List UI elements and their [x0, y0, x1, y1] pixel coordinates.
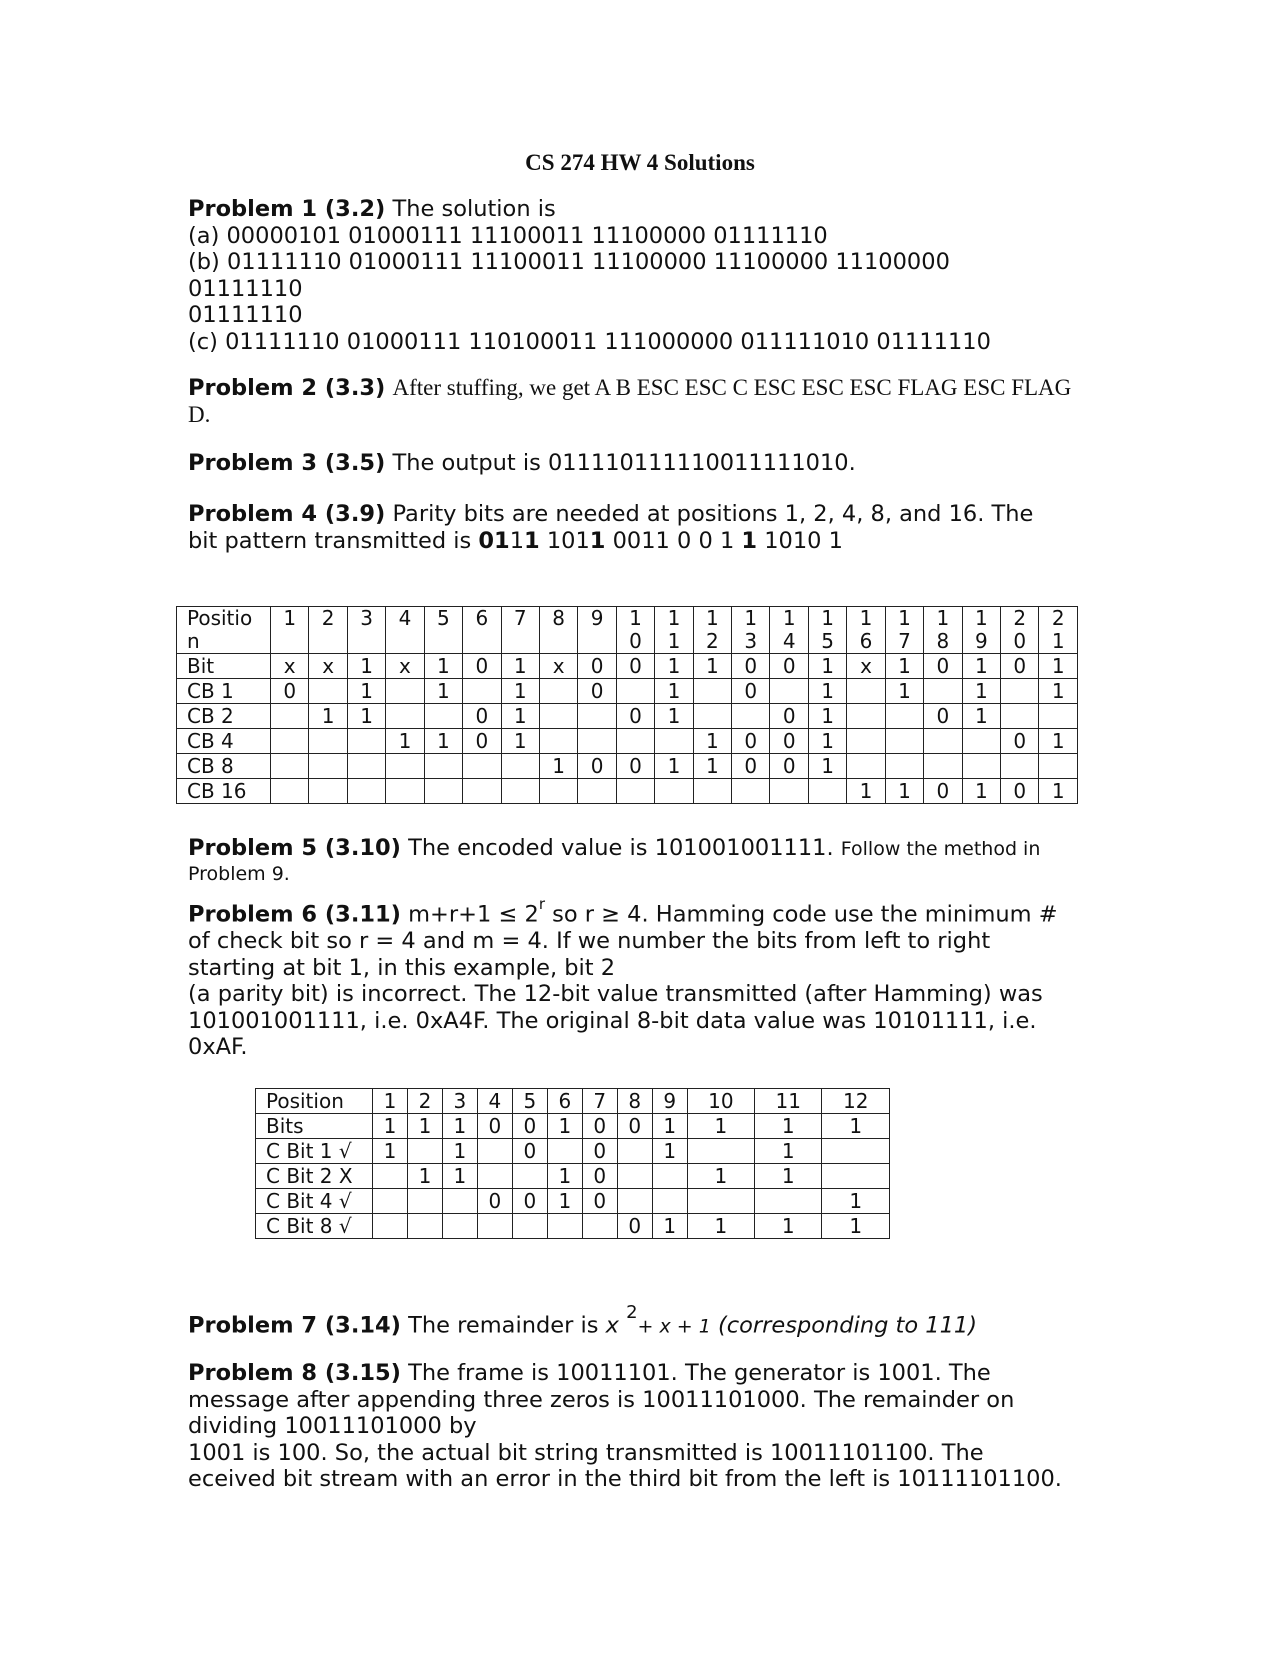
table-cell [885, 729, 923, 754]
table-cell: 1 [655, 704, 693, 729]
table-cell [347, 779, 385, 804]
table-row [177, 754, 1078, 779]
table-cell: 1 [655, 654, 693, 679]
table-cell: 1 [808, 729, 846, 754]
table-cell [347, 754, 385, 779]
table-cell [477, 1164, 512, 1189]
table-cell: 0 [770, 654, 808, 679]
problem-7-heading: Problem 7 (3.14) [188, 1312, 401, 1339]
position-header-cell: 4 [477, 1089, 512, 1114]
table-cell: 1 [755, 1214, 822, 1239]
table-cell [309, 779, 347, 804]
table-cell: 0 [1001, 654, 1039, 679]
table-row [177, 729, 1078, 754]
table-cell: 1 [962, 704, 1000, 729]
problem-4-heading: Problem 4 (3.9) [188, 501, 386, 527]
table-cell [407, 1189, 442, 1214]
table-cell [463, 679, 501, 704]
table-cell [271, 779, 309, 804]
table-cell: 0 [616, 704, 654, 729]
table-cell: 1 [407, 1164, 442, 1189]
position-header-cell: 9 [578, 607, 616, 654]
problem-2-heading: Problem 2 (3.3) [188, 375, 386, 401]
table-cell [386, 704, 424, 729]
problem-2-text-cont: D. [188, 401, 211, 427]
table-cell [347, 729, 385, 754]
problem-5-text: The encoded value is 101001001111. [408, 835, 834, 861]
problem-6-line-4: (a parity bit) is incorrect. The 12-bit value transmitted (after Hamming) was [188, 981, 1043, 1007]
problem-3 [188, 450, 1088, 477]
problem-7-x: x [605, 1312, 619, 1339]
table-cell: 1 [687, 1164, 754, 1189]
position-header-cell: 2 [309, 607, 347, 654]
row-label: CB 1 [177, 679, 271, 704]
row-label: CB 16 [177, 779, 271, 804]
table-cell: 1 [652, 1214, 687, 1239]
table-cell: 0 [617, 1114, 652, 1139]
table-cell: 0 [924, 704, 962, 729]
table-cell [924, 729, 962, 754]
table-cell [547, 1214, 582, 1239]
table-cell [822, 1139, 890, 1164]
position-header-cell: 4 [386, 607, 424, 654]
position-header-cell: 1 [271, 607, 309, 654]
table-cell: 0 [732, 754, 770, 779]
table-cell: 0 [578, 754, 616, 779]
table-cell: 0 [271, 679, 309, 704]
table-cell: 1 [693, 654, 731, 679]
table-cell: 1 [1039, 779, 1078, 804]
table-cell: 1 [885, 679, 923, 704]
table-cell [309, 729, 347, 754]
problem-6-line1-rest: so r ≥ 4. Hamming code use the minimum # [544, 901, 1058, 928]
table-cell: 1 [442, 1164, 477, 1189]
table-header-label: Positio n [177, 607, 271, 654]
table-cell [1001, 754, 1039, 779]
position-header-cell: 7 [501, 607, 539, 654]
table-cell: 1 [407, 1114, 442, 1139]
table-cell [755, 1189, 822, 1214]
table-cell: 0 [770, 729, 808, 754]
table-cell: 1 [501, 704, 539, 729]
table-cell: 1 [822, 1189, 890, 1214]
table-cell [693, 704, 731, 729]
table-cell: 0 [463, 654, 501, 679]
position-header-cell: 6 [463, 607, 501, 654]
table-cell: 0 [924, 654, 962, 679]
table-cell: x [539, 654, 577, 679]
table-cell [424, 779, 462, 804]
table-cell: 1 [962, 679, 1000, 704]
table-cell: x [309, 654, 347, 679]
table-cell [1039, 704, 1078, 729]
table-cell [407, 1214, 442, 1239]
table-cell: 1 [693, 729, 731, 754]
position-header-cell: 1 3 [732, 607, 770, 654]
problem-6-heading: Problem 6 (3.11) [188, 901, 401, 928]
table-cell: 0 [732, 679, 770, 704]
problem-6-line-2: of check bit so r = 4 and m = 4. If we number the bits from left to right [188, 928, 991, 954]
problem-1-line-b3: 01111110 [188, 302, 303, 328]
table-cell [617, 1139, 652, 1164]
table-cell: 0 [617, 1214, 652, 1239]
table-cell: 1 [424, 654, 462, 679]
table-cell: 1 [687, 1214, 754, 1239]
table-row [177, 779, 1078, 804]
table-cell: 0 [770, 704, 808, 729]
row-label: C Bit 4 √ [256, 1189, 373, 1214]
table-cell: 1 [547, 1189, 582, 1214]
position-header-cell: 6 [547, 1089, 582, 1114]
table-cell [386, 779, 424, 804]
table-cell [732, 704, 770, 729]
table-row [256, 1164, 890, 1189]
table-cell [271, 754, 309, 779]
table-cell [424, 754, 462, 779]
position-header-cell: 3 [442, 1089, 477, 1114]
table-cell [655, 729, 693, 754]
table-cell [373, 1189, 408, 1214]
table-cell [373, 1164, 408, 1189]
position-header-cell: 9 [652, 1089, 687, 1114]
table-cell [463, 754, 501, 779]
problem-5-note-cont: Problem 9. [188, 862, 290, 885]
table-cell [477, 1214, 512, 1239]
problem-1-line-b2: 01111110 [188, 275, 303, 302]
table-cell [847, 679, 885, 704]
table-row [256, 1214, 890, 1239]
table-cell: 0 [732, 729, 770, 754]
table-cell [924, 679, 962, 704]
table-cell [847, 704, 885, 729]
table-cell: 0 [924, 779, 962, 804]
table-cell: 1 [808, 679, 846, 704]
table-cell [616, 679, 654, 704]
table-cell [924, 754, 962, 779]
table-header-row [256, 1089, 890, 1114]
row-label: C Bit 2 X [256, 1164, 373, 1189]
position-header-cell: 5 [512, 1089, 547, 1114]
table-cell: 1 [755, 1139, 822, 1164]
position-header-cell: 1 7 [885, 607, 923, 654]
table-cell: 0 [578, 654, 616, 679]
table-cell: 1 [962, 654, 1000, 679]
table-cell: 0 [1001, 729, 1039, 754]
problem-7-text: The remainder is [408, 1312, 606, 1339]
table-cell [578, 779, 616, 804]
table-cell [309, 754, 347, 779]
hamming-check-table [255, 1088, 890, 1239]
table-cell: 1 [755, 1114, 822, 1139]
problem-8-line-2: message after appending three zeros is 10011101000. The remainder on [188, 1386, 1015, 1413]
table-cell [652, 1189, 687, 1214]
table-cell: 1 [655, 679, 693, 704]
problem-6-line-6: 0xAF. [188, 1034, 248, 1060]
table-cell: 0 [463, 729, 501, 754]
table-cell: 1 [822, 1214, 890, 1239]
table-cell: 1 [442, 1139, 477, 1164]
table-cell: 0 [463, 704, 501, 729]
table-cell [962, 729, 1000, 754]
table-cell [962, 754, 1000, 779]
table-cell: 0 [616, 754, 654, 779]
table-cell: x [386, 654, 424, 679]
problem-3-heading: Problem 3 (3.5) [188, 450, 386, 476]
row-label: C Bit 1 √ [256, 1139, 373, 1164]
problem-1-line-c: (c) 01111110 01000111 110100011 111000000 011111010 01111110 [188, 328, 991, 355]
position-header-cell: 1 5 [808, 607, 846, 654]
table-cell: x [271, 654, 309, 679]
position-header-cell: 10 [687, 1089, 754, 1114]
table-cell: 0 [582, 1139, 617, 1164]
table-cell [847, 729, 885, 754]
row-label: Bits [256, 1114, 373, 1139]
table-cell [617, 1164, 652, 1189]
row-label: CB 4 [177, 729, 271, 754]
table-cell: 0 [1001, 779, 1039, 804]
problem-7-exponent: 2 [626, 1302, 638, 1323]
table-cell [386, 754, 424, 779]
parity-table [176, 606, 1078, 804]
table-cell: 1 [885, 779, 923, 804]
table-cell: 1 [501, 654, 539, 679]
problem-6-line-3: starting at bit 1, in this example, bit 2 [188, 954, 616, 981]
table-cell [616, 779, 654, 804]
position-header-cell: 2 [407, 1089, 442, 1114]
table-cell [442, 1189, 477, 1214]
table-cell: 0 [512, 1139, 547, 1164]
table-cell [539, 704, 577, 729]
position-header-cell: 11 [755, 1089, 822, 1114]
position-header-cell: 8 [617, 1089, 652, 1114]
table-cell: 1 [652, 1114, 687, 1139]
table-cell: 0 [616, 654, 654, 679]
position-header-cell: 2 1 [1039, 607, 1078, 654]
position-header-cell: 3 [347, 607, 385, 654]
problem-2 [188, 375, 1088, 428]
position-header-cell: 8 [539, 607, 577, 654]
table-cell: 0 [770, 754, 808, 779]
problem-1-line-b: (b) 01111110 01000111 11100011 11100000 11100000 11100000 [188, 249, 950, 275]
table-cell: 1 [693, 754, 731, 779]
problem-6-line-5: 101001001111, i.e. 0xA4F. The original 8-bit data value was 10101111, i.e. [188, 1007, 1037, 1034]
problem-6-exponent: r [538, 895, 545, 913]
table-row [177, 679, 1078, 704]
table-cell: 0 [512, 1189, 547, 1214]
table-cell: 0 [477, 1189, 512, 1214]
problem-2-text: After stuffing, we get A B ESC ESC C ESC ESC ESC FLAG ESC FLAG [392, 375, 1072, 400]
position-header-cell: 12 [822, 1089, 890, 1114]
problem-4 [188, 501, 1088, 554]
row-label: Bit [177, 654, 271, 679]
problem-8-line-4: 1001 is 100. So, the actual bit string transmitted is 10011101100. The [188, 1439, 984, 1466]
table-cell [578, 704, 616, 729]
problem-7-poly-rest: + x + 1 [637, 1315, 711, 1338]
table-cell [885, 704, 923, 729]
table-row [256, 1139, 890, 1164]
table-cell: 1 [847, 779, 885, 804]
table-cell [539, 779, 577, 804]
table-cell [617, 1189, 652, 1214]
row-label: Position [256, 1089, 373, 1114]
table-cell: 1 [822, 1114, 890, 1139]
table-cell [501, 754, 539, 779]
table-cell [655, 779, 693, 804]
page-title: CS 274 HW 4 Solutions [525, 150, 755, 175]
row-label: C Bit 8 √ [256, 1214, 373, 1239]
table-row [177, 704, 1078, 729]
table-cell [309, 679, 347, 704]
position-header-cell: 7 [582, 1089, 617, 1114]
table-cell [578, 729, 616, 754]
table-cell [693, 779, 731, 804]
problem-6-inequality: m+r+1 ≤ 2 [408, 901, 539, 928]
problem-5-heading: Problem 5 (3.10) [188, 835, 401, 861]
problem-8-line-3: dividing 10011101000 by [188, 1413, 477, 1439]
table-cell [512, 1164, 547, 1189]
position-header-cell: 1 8 [924, 607, 962, 654]
table-cell: 0 [578, 679, 616, 704]
table-cell: 1 [547, 1114, 582, 1139]
table-cell [822, 1164, 890, 1189]
problem-7-note: (corresponding to 111) [718, 1312, 977, 1339]
table-cell: 1 [687, 1114, 754, 1139]
row-label: CB 8 [177, 754, 271, 779]
table-cell: 1 [309, 704, 347, 729]
table-cell [373, 1214, 408, 1239]
problem-1-line-a: (a) 00000101 01000111 11100011 11100000 01111110 [188, 222, 828, 249]
table-cell [687, 1139, 754, 1164]
table-cell [512, 1214, 547, 1239]
table-row [256, 1189, 890, 1214]
table-cell [732, 779, 770, 804]
table-cell: 1 [808, 754, 846, 779]
table-cell: 1 [347, 679, 385, 704]
table-cell: 1 [885, 654, 923, 679]
table-cell: 0 [582, 1114, 617, 1139]
table-cell [463, 779, 501, 804]
table-cell [539, 679, 577, 704]
table-cell [271, 704, 309, 729]
table-cell: 1 [808, 704, 846, 729]
table-cell [442, 1214, 477, 1239]
problem-7 [188, 1302, 1088, 1340]
table-cell: 0 [477, 1114, 512, 1139]
table-cell: 1 [347, 704, 385, 729]
table-cell: 1 [373, 1114, 408, 1139]
table-cell: 0 [732, 654, 770, 679]
table-cell [582, 1214, 617, 1239]
table-cell [770, 779, 808, 804]
table-cell: 1 [424, 729, 462, 754]
problem-3-text: The output is 011110111110011111010. [392, 450, 856, 476]
table-cell [477, 1139, 512, 1164]
table-cell [885, 754, 923, 779]
table-cell: 1 [655, 754, 693, 779]
table-cell: 1 [424, 679, 462, 704]
table-cell: 1 [1039, 654, 1078, 679]
problem-1 [188, 196, 1088, 355]
table-cell [693, 679, 731, 704]
table-cell [501, 779, 539, 804]
position-header-cell: 1 6 [847, 607, 885, 654]
table-cell [539, 729, 577, 754]
position-header-cell: 1 0 [616, 607, 654, 654]
position-header-cell: 2 0 [1001, 607, 1039, 654]
table-cell: 0 [582, 1164, 617, 1189]
problem-1-intro: The solution is [392, 196, 556, 222]
table-cell: 1 [442, 1114, 477, 1139]
position-header-cell: 1 4 [770, 607, 808, 654]
problem-6 [188, 895, 1088, 1061]
position-header-cell: 1 2 [693, 607, 731, 654]
table-cell: 1 [501, 679, 539, 704]
table-cell: 1 [808, 654, 846, 679]
problem-8-line-1: The frame is 10011101. The generator is 1001. The [408, 1360, 991, 1386]
table-cell [386, 679, 424, 704]
problem-8-line-5: eceived bit stream with an error in the third bit from the left is 10111101100. [188, 1466, 1062, 1492]
table-cell: 1 [1039, 729, 1078, 754]
table-cell [1001, 679, 1039, 704]
table-cell [1001, 704, 1039, 729]
table-cell [808, 779, 846, 804]
table-cell: 1 [755, 1164, 822, 1189]
position-header-cell: 1 [373, 1089, 408, 1114]
table-cell: 1 [373, 1139, 408, 1164]
problem-8 [188, 1360, 1088, 1493]
table-cell: 1 [501, 729, 539, 754]
problem-4-text: Parity bits are needed at positions 1, 2, 4, 8, and 16. The [392, 501, 1034, 527]
table-cell [652, 1164, 687, 1189]
problem-4-bit-pattern: bit pattern transmitted is 0111 1011 0011 0 0 1 1 1010 1 [188, 527, 843, 554]
table-cell: 1 [1039, 679, 1078, 704]
table-cell: 1 [652, 1139, 687, 1164]
table-row [177, 654, 1078, 679]
table-cell [847, 754, 885, 779]
problem-1-heading: Problem 1 (3.2) [188, 196, 386, 222]
table-cell: 1 [547, 1164, 582, 1189]
table-cell: 0 [512, 1114, 547, 1139]
table-cell [271, 729, 309, 754]
position-header-cell: 1 1 [655, 607, 693, 654]
table-cell [616, 729, 654, 754]
table-cell: x [847, 654, 885, 679]
position-header-cell: 1 9 [962, 607, 1000, 654]
problem-5 [188, 835, 1088, 885]
table-row [256, 1114, 890, 1139]
table-cell: 0 [582, 1189, 617, 1214]
table-cell [407, 1139, 442, 1164]
table-cell [770, 679, 808, 704]
row-label: CB 2 [177, 704, 271, 729]
table-cell [687, 1189, 754, 1214]
position-header-cell: 5 [424, 607, 462, 654]
table-cell [547, 1139, 582, 1164]
table-cell: 1 [962, 779, 1000, 804]
problem-5-note: Follow the method in [840, 838, 1041, 860]
table-cell: 1 [539, 754, 577, 779]
table-cell: 1 [386, 729, 424, 754]
problem-8-heading: Problem 8 (3.15) [188, 1360, 401, 1386]
table-cell [424, 704, 462, 729]
table-cell: 1 [347, 654, 385, 679]
table-cell [1039, 754, 1078, 779]
